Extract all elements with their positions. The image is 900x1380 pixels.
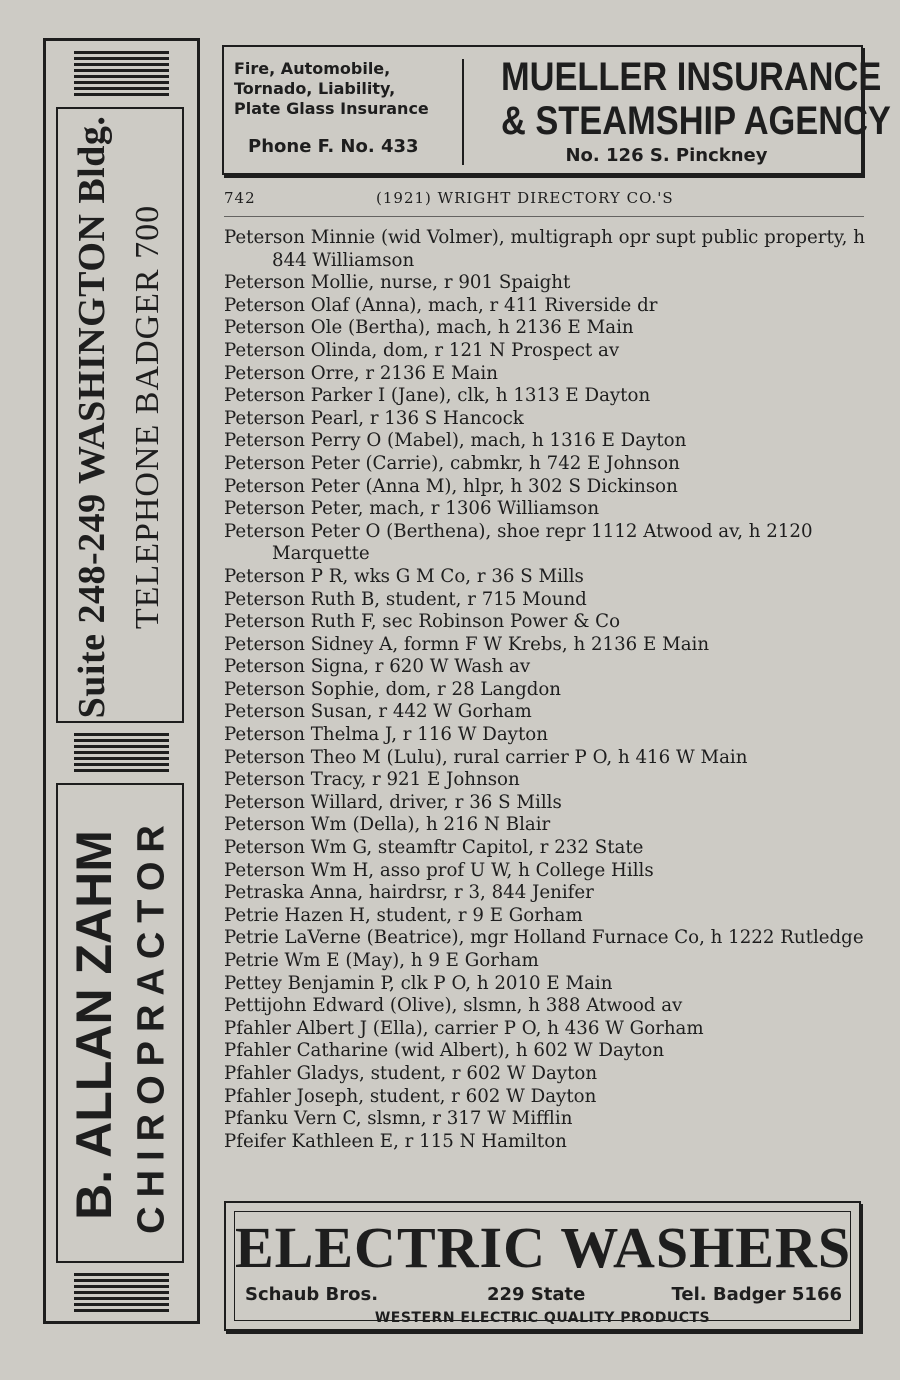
ad-inner-frame — [234, 1211, 852, 1326]
directory-entry: Peterson Perry O (Mabel), mach, h 1316 E Dayton — [224, 430, 687, 452]
directory-entry: Peterson Thelma J, r 116 W Dayton — [224, 724, 548, 746]
directory-entry: Pfahler Joseph, student, r 602 W Dayton — [224, 1085, 597, 1107]
directory-entry: Peterson Olaf (Anna), mach, r 411 Riverside dr — [224, 294, 658, 316]
chiropractor-name-box — [56, 783, 184, 1263]
washers-tagline: WESTERN ELECTRIC QUALITY PRODUCTS — [374, 1310, 711, 1326]
directory-entry: Peterson Ruth F, sec Robinson Power & Co — [224, 611, 621, 633]
seller-telephone: Tel. Badger 5166 — [671, 1284, 842, 1305]
directory-entry: Peterson Peter (Anna M), hlpr, h 302 S Dickinson — [224, 475, 678, 497]
service-line: Plate Glass Insurance — [234, 99, 429, 118]
directory-entries — [224, 227, 869, 1153]
electric-washers-ad — [224, 1201, 861, 1331]
directory-entry: Petraska Anna, hairdrsr, r 3, 844 Jenifer — [224, 882, 594, 904]
directory-entry: Peterson Willard, driver, r 36 S Mills — [224, 791, 562, 813]
directory-entry: Pfahler Catharine (wid Albert), h 602 W Dayton — [224, 1040, 665, 1062]
directory-entry: Peterson Wm (Della), h 216 N Blair — [224, 814, 551, 836]
directory-entry: Pfanku Vern C, slsmn, r 317 W Mifflin — [224, 1108, 573, 1130]
insurance-company — [474, 55, 891, 166]
suite-address: Suite 248-249 WASHINGTON Bldg. — [71, 115, 113, 719]
insurance-phone: Phone F. No. 433 — [248, 136, 419, 157]
directory-entry: Petrie Hazen H, student, r 9 E Gorham — [224, 904, 583, 926]
directory-entry: Peterson Peter (Carrie), cabmkr, h 742 E Johnson — [224, 452, 680, 474]
chiropractor-profession: CHIROPRACTOR — [130, 816, 173, 1234]
directory-entry: Peterson Signa, r 620 W Wash av — [224, 656, 531, 678]
service-line: Tornado, Liability, — [234, 79, 396, 98]
directory-entry: Peterson P R, wks G M Co, r 36 S Mills — [224, 565, 584, 587]
directory-entry: Peterson Wm H, asso prof U W, h College Hills — [224, 859, 654, 881]
directory-entry: Peterson Sophie, dom, r 28 Langdon — [224, 678, 562, 700]
ad-divider — [462, 59, 464, 165]
bottom-rule-stack — [74, 1273, 169, 1315]
directory-entry: Peterson Minnie (wid Volmer), multigraph opr supt public property, h 844 Williamson — [224, 227, 865, 271]
page-number: 742 — [224, 189, 256, 207]
directory-entry: Peterson Susan, r 442 W Gorham — [224, 701, 532, 723]
directory-entry: Petrie LaVerne (Beatrice), mgr Holland Furnace Co, h 1222 Rutledge — [224, 927, 864, 949]
left-vertical-ad — [43, 38, 200, 1324]
seller-name: Schaub Bros. — [245, 1284, 379, 1305]
directory-entry: Pfahler Gladys, student, r 602 W Dayton — [224, 1062, 598, 1084]
directory-entry: Peterson Ole (Bertha), mach, h 2136 E Main — [224, 317, 634, 339]
middle-rule-stack — [74, 733, 169, 775]
telephone-number: TELEPHONE BADGER 700 — [129, 204, 166, 630]
chiropractor-address-box — [56, 107, 184, 723]
directory-entry: Pettey Benjamin P, clk P O, h 2010 E Main — [224, 972, 613, 994]
directory-entry: Pfeifer Kathleen E, r 115 N Hamilton — [224, 1130, 567, 1152]
directory-entry: Peterson Pearl, r 136 S Hancock — [224, 407, 524, 429]
directory-entry: Peterson Olinda, dom, r 121 N Prospect av — [224, 339, 620, 361]
insurance-ad — [222, 45, 891, 175]
service-line: Fire, Automobile, — [234, 59, 391, 78]
directory-entry: Peterson Ruth B, student, r 715 Mound — [224, 588, 587, 610]
directory-entry: Peterson Peter, mach, r 1306 Williamson — [224, 498, 600, 520]
header-rule — [224, 216, 864, 217]
directory-entry: Pettijohn Edward (Olive), slsmn, h 388 Atwood av — [224, 995, 683, 1017]
directory-entry: Peterson Mollie, nurse, r 901 Spaight — [224, 272, 571, 294]
seller-address: 229 State — [487, 1284, 586, 1305]
directory-entry: Peterson Wm G, steamftr Capitol, r 232 State — [224, 837, 644, 859]
company-address: No. 126 S. Pinckney — [565, 145, 768, 166]
directory-entry: Peterson Parker I (Jane), clk, h 1313 E Dayton — [224, 385, 651, 407]
directory-entry: Peterson Theo M (Lulu), rural carrier P O, h 416 W Main — [224, 746, 748, 768]
directory-entry: Pfahler Albert J (Ella), carrier P O, h 436 W Gorham — [224, 1017, 704, 1039]
company-name-line2: & STEAMSHIP AGENCY — [500, 99, 891, 143]
washers-title: ELECTRIC WASHERS — [235, 1215, 852, 1280]
top-rule-stack — [74, 51, 169, 99]
company-name-line1: MUELLER INSURANCE — [500, 55, 882, 99]
directory-entry: Peterson Tracy, r 921 E Johnson — [224, 769, 520, 791]
company-name — [500, 55, 891, 143]
directory-entry: Peterson Peter O (Berthena), shoe repr 1112 Atwood av, h 2120 Marquette — [224, 520, 813, 565]
running-head: (1921) WRIGHT DIRECTORY CO.'S — [376, 189, 674, 207]
insurance-services — [234, 59, 459, 157]
directory-entry: Peterson Orre, r 2136 E Main — [224, 362, 498, 384]
chiropractor-name: B. ALLAN ZAHM — [66, 830, 122, 1220]
directory-entry: Peterson Sidney A, formn F W Krebs, h 2136 E Main — [224, 633, 710, 655]
directory-entry: Petrie Wm E (May), h 9 E Gorham — [224, 950, 539, 971]
